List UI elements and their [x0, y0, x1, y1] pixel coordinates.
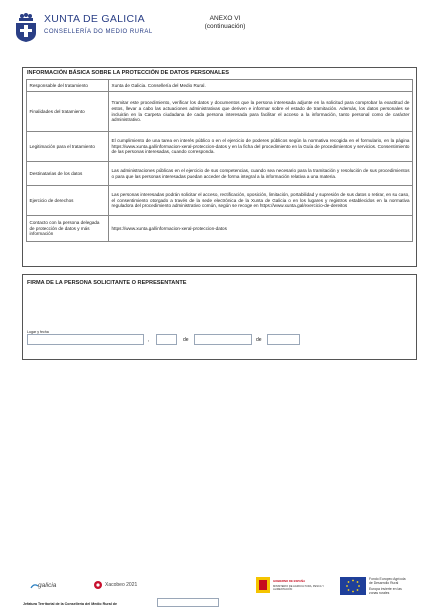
- table-row: [27, 92, 413, 132]
- row-label: Legitimación para el tratamiento: [27, 132, 109, 162]
- table-row: [27, 186, 413, 216]
- ministerio-gov-text: GOBIERNO DE ESPAÑA: [273, 579, 306, 583]
- galicia-logo: [30, 577, 70, 595]
- table-row: [27, 162, 413, 186]
- comma-separator: ,: [148, 337, 150, 343]
- eu-text-3: Europa invierte en las: [369, 587, 402, 591]
- row-value: Xunta de Galicia. Consellería del Medio Rural.: [109, 80, 413, 92]
- eu-text-2: de Desarrollo Rural: [369, 581, 399, 585]
- row-value: Tramitar este procedimiento, verificar los datos y documentos que la persona interesada adjunte en la solicitud para comprobar la exactitud de estos, llevar a cabo las actuaciones administrativas que deriven e informar sobre el estado de tramitación. Además, los datos personales se incluirán en la Carpeta ciudadana de cada persona interesada para facilitar el acceso a la información, tanto personal como de carácter administrativo.: [109, 92, 413, 132]
- eu-feader-logo: [340, 577, 416, 595]
- eu-text-1: Fondo Europeo Agrícola: [369, 577, 406, 581]
- xunta-logo: [14, 11, 164, 51]
- xacobeo-mark-icon: [93, 580, 103, 590]
- dept-name: CONSELLERÍA DO MEDIO RURAL: [44, 29, 153, 35]
- eu-text-4: zonas rurales: [369, 591, 390, 595]
- year-field[interactable]: [267, 334, 300, 345]
- table-row: [27, 80, 413, 92]
- table-row: [27, 132, 413, 162]
- place-field[interactable]: [27, 334, 144, 345]
- row-label: Contacto con la persona delegada de protección de datos y más información: [27, 216, 109, 242]
- spain-coat-of-arms-icon: [256, 577, 270, 593]
- data-protection-section: [22, 67, 417, 267]
- signature-title: FIRMA DE LA PERSONA SOLICITANTE O REPRESENTANTE: [27, 280, 187, 286]
- annex-subtitle: (continuación): [204, 23, 246, 30]
- row-value: El cumplimiento de una tarea en interés público o en el ejercicio de poderes públicos según la normativa recogida en el formulario, en la página https://www.xunta.gal/informacion-xeral-proteccion-datos y en la ficha del procedimiento en la Guía de procedimientos y servicios. Consentimiento de las personas interesadas, cuando corresponda.: [109, 132, 413, 162]
- annex-heading: [180, 15, 270, 31]
- ministerio-logo: [256, 577, 330, 595]
- place-date-label: Lugar y fecha: [27, 330, 49, 334]
- month-field[interactable]: [194, 334, 252, 345]
- table-row: [27, 216, 413, 242]
- row-label: Ejercicio de derechos: [27, 186, 109, 216]
- galicia-text: galicia: [38, 582, 57, 589]
- signature-section: [22, 274, 417, 360]
- day-field[interactable]: [156, 334, 177, 345]
- row-label: Responsable del tratamiento: [27, 80, 109, 92]
- annex-title: ANEXO VI: [209, 15, 241, 22]
- eu-flag-icon: [340, 577, 366, 595]
- row-value: Las personas interesadas podrán solicitar el acceso, rectificación, oposición, limitación, portabilidad y supresión de sus datos o retirar, en su caso, el consentimiento otorgado a través de la sede electrónica de la Xunta de Galicia o en los lugares y registros establecidos en la normativa reguladora del procedimiento administrativo común, según se recoge en https://www.xunta.gal/exercicio-de-dereitos: [109, 186, 413, 216]
- org-name: XUNTA DE GALICIA: [44, 13, 145, 25]
- row-label: Destinatarias de los datos: [27, 162, 109, 186]
- data-protection-table: [26, 79, 413, 242]
- ministerio-sub-text: MINISTERIO DE AGRICULTURA, PESCA Y ALIMENTACIÓN: [273, 585, 324, 591]
- jefatura-label: Jefatura Territorial de la Consellería del Medio Rural de: [23, 602, 117, 606]
- xacobeo-logo: [93, 577, 153, 595]
- row-value: https://www.xunta.gal/informacion-xeral-proteccion-datos: [109, 216, 413, 242]
- xacobeo-text: Xacobeo 2021: [105, 582, 138, 588]
- de-separator-1: de: [183, 337, 189, 343]
- data-protection-title: INFORMACIÓN BÁSICA SOBRE LA PROTECCIÓN DE DATOS PERSONALES: [27, 70, 230, 76]
- xunta-shield-icon: [14, 13, 38, 43]
- de-separator-2: de: [256, 337, 262, 343]
- row-label: Finalidades del tratamiento: [27, 92, 109, 132]
- jefatura-field[interactable]: [157, 598, 219, 607]
- row-value: Las administraciones públicas en el ejercicio de sus competencias, cuando sea necesario para la tramitación y resolución de sus procedimientos o para que las personas interesadas puedan acceder de forma integral a la información relativa a una materia.: [109, 162, 413, 186]
